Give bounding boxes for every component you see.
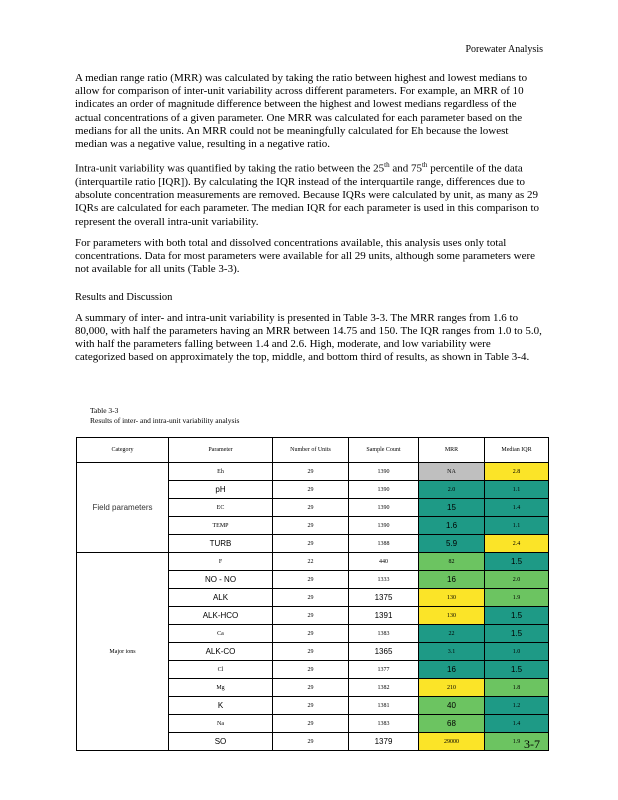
iqr-cell: 1.5 (485, 625, 549, 643)
mrr-cell: 2.0 (419, 481, 485, 499)
param-cell: Na (169, 715, 273, 733)
iqr-cell: 1.5 (485, 553, 549, 571)
paragraph-totals: For parameters with both total and dissolved concentrations available, this analysis uses only total concentrations. Data for most parameters were available for all 29 units, although some parameters were not available for all units (Table 3-3). (75, 236, 535, 276)
iqr-cell: 2.8 (485, 463, 549, 481)
section-heading: Results and Discussion (75, 291, 173, 303)
iqr-cell: 2.4 (485, 535, 549, 553)
units-cell: 29 (273, 589, 349, 607)
iqr-cell: 1.0 (485, 643, 549, 661)
param-cell: ALK-CO (169, 643, 273, 661)
param-cell: ALK-HCO (169, 607, 273, 625)
mrr-cell: 29000 (419, 733, 485, 751)
count-cell: 1333 (349, 571, 419, 589)
table-label: Table 3-3 (90, 406, 119, 415)
units-cell: 29 (273, 499, 349, 517)
count-cell: 1390 (349, 517, 419, 535)
header-category: Category (77, 438, 169, 463)
paragraph-mrr: A median range ratio (MRR) was calculated by taking the ratio between highest and lowest medians to allow for comparison of inter-unit variability across different parameters. For example, an MRR of 10 indicates an order of magnitude difference between the highest and lowest medians regardless of the actual concentrations of a given parameter. One MRR was calculated for each parameter based on the medians for all the units. An MRR could not be meaningfully calculated for Eh because the lowest median was a negative value, resulting in a negative ratio. (75, 72, 528, 151)
mrr-cell: 16 (419, 661, 485, 679)
count-cell: 1390 (349, 481, 419, 499)
category-major-label: Major ions (109, 648, 136, 655)
param-cell: Eh (169, 463, 273, 481)
p2-sup-2: th (421, 161, 428, 170)
iqr-cell: 1.1 (485, 481, 549, 499)
p2-part-a: Intra-unit variability was quantified by taking the ratio between the 25 (75, 162, 385, 175)
param-cell: Ca (169, 625, 273, 643)
units-cell: 29 (273, 571, 349, 589)
iqr-cell: 1.5 (485, 607, 549, 625)
mrr-cell: 40 (419, 697, 485, 715)
iqr-cell: 1.4 (485, 499, 549, 517)
mrr-cell: 15 (419, 499, 485, 517)
category-field-label: Field parameters (92, 503, 153, 512)
count-cell: 1375 (349, 589, 419, 607)
count-cell: 1390 (349, 499, 419, 517)
mrr-cell: 130 (419, 607, 485, 625)
units-cell: 29 (273, 463, 349, 481)
running-header: Porewater Analysis (465, 44, 543, 55)
count-cell: 1379 (349, 733, 419, 751)
paragraph-iqr (75, 159, 543, 229)
mrr-cell: 82 (419, 553, 485, 571)
param-cell: SO (169, 733, 273, 751)
units-cell: 29 (273, 535, 349, 553)
results-table (76, 437, 549, 751)
param-cell: NO - NO (169, 571, 273, 589)
body-text (75, 72, 543, 373)
page-number: 3-7 (524, 737, 540, 751)
units-cell: 29 (273, 625, 349, 643)
count-cell: 1381 (349, 697, 419, 715)
p2-part-b: and 75 (389, 162, 422, 175)
p2-sup-1: th (384, 161, 390, 170)
table-header-row (77, 438, 549, 463)
iqr-cell: 1.1 (485, 517, 549, 535)
count-cell: 1390 (349, 463, 419, 481)
table-caption (90, 406, 239, 426)
category-cell-field (77, 463, 169, 553)
count-cell: 1391 (349, 607, 419, 625)
table-row (77, 463, 549, 481)
iqr-cell: 1.5 (485, 661, 549, 679)
iqr-cell: 1.9 (485, 589, 549, 607)
iqr-cell: 1.9 (485, 733, 549, 751)
mrr-cell: 16 (419, 571, 485, 589)
paragraph-results: A summary of inter- and intra-unit variability is presented in Table 3-3. The MRR ranges from 1.6 to 80,000, with half the parameters having an MRR between 14.75 and 150. The IQR ranges from 1.0 to 5.0, with half the parameters falling between 1.4 and 2.6. High, moderate, and low variability were categorized based on approximately the top, middle, and bottom third of results, as shown in Table 3-4. (75, 311, 542, 364)
param-cell: TEMP (169, 517, 273, 535)
units-cell: 22 (273, 553, 349, 571)
count-cell: 440 (349, 553, 419, 571)
header-iqr: Median IQR (485, 438, 549, 463)
mrr-cell: 5.9 (419, 535, 485, 553)
mrr-cell: 1.6 (419, 517, 485, 535)
mrr-cell: 130 (419, 589, 485, 607)
param-cell: Cl (169, 661, 273, 679)
iqr-cell: 1.8 (485, 679, 549, 697)
mrr-cell: NA (419, 463, 485, 481)
mrr-cell: 3.1 (419, 643, 485, 661)
iqr-cell: 2.0 (485, 571, 549, 589)
table-title: Results of inter- and intra-unit variability analysis (90, 416, 240, 425)
header-units: Number of Units (273, 438, 349, 463)
header-parameter: Parameter (169, 438, 273, 463)
units-cell: 29 (273, 697, 349, 715)
param-cell: EC (169, 499, 273, 517)
mrr-cell: 68 (419, 715, 485, 733)
units-cell: 29 (273, 517, 349, 535)
units-cell: 29 (273, 661, 349, 679)
units-cell: 29 (273, 715, 349, 733)
param-cell: F (169, 553, 273, 571)
mrr-cell: 22 (419, 625, 485, 643)
iqr-cell: 1.4 (485, 715, 549, 733)
param-cell: TURB (169, 535, 273, 553)
units-cell: 29 (273, 679, 349, 697)
p2-part-c: percentile of the data (interquartile ratio [IQR]). By calculating the IQR instead of the interquartile range, differences due to absolute concentration measurements are removed. Because IQRs were calculated by unit, as many as 29 IQRs are calculated for each parameter. The median IQR for each parameter is used in this comparison to represent the overall intra-unit variability. (75, 162, 540, 228)
param-cell: pH (169, 481, 273, 499)
units-cell: 29 (273, 607, 349, 625)
param-cell: K (169, 697, 273, 715)
count-cell: 1382 (349, 679, 419, 697)
units-cell: 29 (273, 733, 349, 751)
header-count: Sample Count (349, 438, 419, 463)
count-cell: 1365 (349, 643, 419, 661)
iqr-cell: 1.2 (485, 697, 549, 715)
mrr-cell: 210 (419, 679, 485, 697)
count-cell: 1383 (349, 625, 419, 643)
category-cell-major (77, 553, 169, 751)
units-cell: 29 (273, 643, 349, 661)
units-cell: 29 (273, 481, 349, 499)
count-cell: 1377 (349, 661, 419, 679)
header-mrr: MRR (419, 438, 485, 463)
count-cell: 1383 (349, 715, 419, 733)
count-cell: 1388 (349, 535, 419, 553)
param-cell: ALK (169, 589, 273, 607)
table-row (77, 553, 549, 571)
param-cell: Mg (169, 679, 273, 697)
